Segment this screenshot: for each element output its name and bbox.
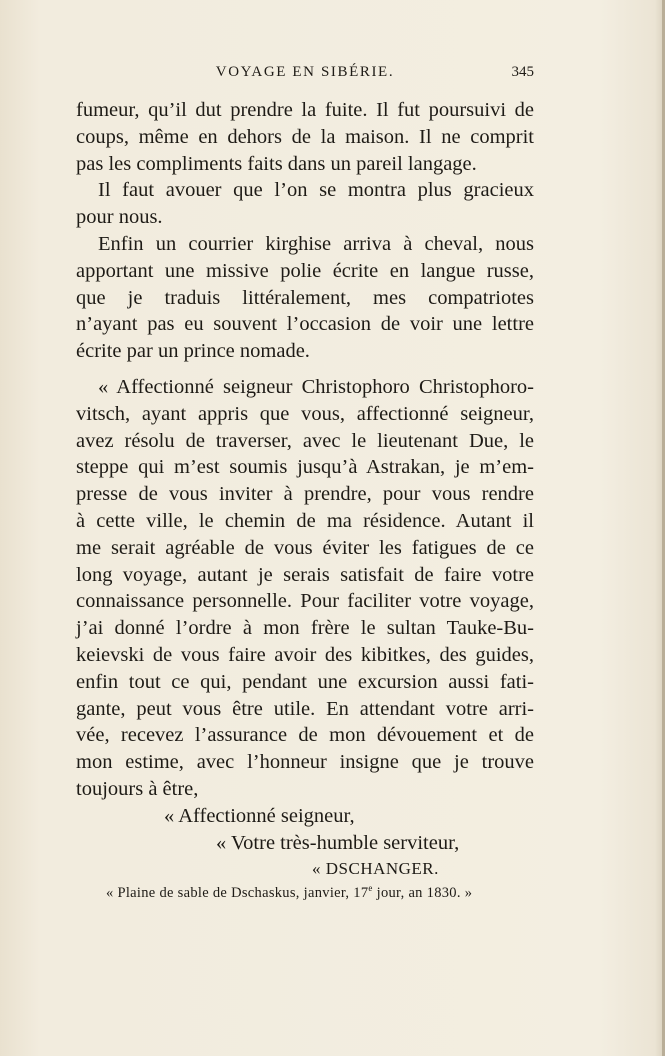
text-line: toujours à être, [76,777,199,800]
text-line: pas les compliments faits dans un pareil langage. [76,152,477,175]
text-line: pour nous. [76,206,163,229]
text-line: long voyage, autant je serais satisfait de faire votre [76,563,534,586]
text-line: vitsch, ayant appris que vous, affectionné seigneur, [76,402,534,425]
text-line: coups, même en dehors de la maison. Il ne comprit [76,125,534,148]
text-line: Enfin un courrier kirghise arriva à cheval, nous [98,232,534,255]
closing-servant: « Votre très-humble serviteur, [216,831,460,854]
ordinal-superscript: e [368,883,373,894]
text-line: enfin tout ce qui, pendant une excursion aussi fati- [76,670,534,693]
closing-salutation: « Affectionné seigneur, [164,804,355,827]
text-line: que je traduis littéralement, mes compatriotes [76,286,534,309]
text-line: vée, recevez l’assurance de mon dévouement et de [76,724,534,747]
paragraph-gracieux [76,177,534,231]
place-date-text: « Plaine de sable de Dschaskus, janvier, 17 [106,885,369,901]
text-line: à cette ville, le chemin de ma résidence. Autant il [76,509,534,532]
letter-closing [76,803,534,883]
page-header [76,62,534,86]
closing-signature: « DSCHANGER. [312,859,439,879]
running-title: VOYAGE EN SIBÉRIE. [215,64,395,80]
text-line: apportant une missive polie écrite en langue russe, [76,259,534,282]
text-line: Il faut avouer que l’on se montra plus gracieux [98,179,534,202]
text-line: keievski de vous faire avoir des kibitkes, des guides, [76,643,534,666]
text-line: j’ai donné l’ordre à mon frère le sultan Tauke-Bu- [76,617,534,640]
text-line: n’ayant pas eu souvent l’occasion de voir une lettre [76,313,534,336]
place-date-text-end: jour, an 1830. » [372,885,473,901]
text-line: presse de vous inviter à prendre, pour vous rendre [76,483,534,506]
text-line: connaissance personnelle. Pour faciliter votre voyage, [76,590,534,613]
text-line: avez résolu de traverser, avec le lieutenant Due, le [76,429,534,452]
page-number: 345 [511,64,534,80]
text-line: « Affectionné seigneur Christophoro Christophoro- [98,375,534,398]
text-line: gante, peut vous être utile. En attendant votre arri- [76,697,534,720]
text-line: me serait agréable de vous éviter les fatigues de ce [76,536,534,559]
letter-quote [76,374,534,803]
paragraph-continuation [76,97,534,177]
text-line: mon estime, avec l’honneur insigne que je trouve [76,751,534,774]
text-line: fumeur, qu’il dut prendre la fuite. Il fut poursuivi de [76,99,534,121]
place-date-line [106,885,472,902]
text-line: steppe qui m’est soumis jusqu’à Astrakan, je m’em- [76,456,534,479]
body-text [76,97,534,883]
text-line: écrite par un prince nomade. [76,340,310,363]
paragraph-courrier [76,231,534,365]
